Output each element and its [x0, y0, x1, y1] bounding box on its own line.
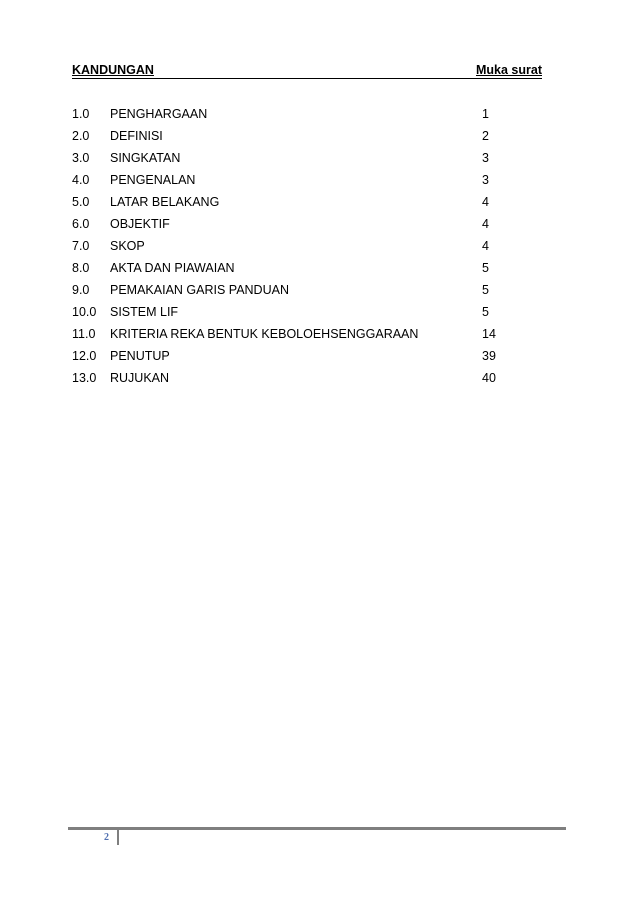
toc-page: 5	[482, 305, 489, 319]
toc-number: 13.0	[72, 371, 97, 385]
toc-row	[72, 216, 512, 238]
toc-title: PENUTUP	[110, 349, 170, 363]
toc-title: RUJUKAN	[110, 371, 170, 385]
toc-page: 5	[482, 283, 489, 297]
toc-row	[72, 282, 512, 304]
toc-row	[72, 326, 512, 348]
page-column-heading: Muka surat	[476, 63, 542, 77]
toc-number: 2.0	[72, 129, 90, 143]
toc-row	[72, 106, 512, 128]
toc-page: 2	[482, 129, 489, 143]
toc-number: 9.0	[72, 283, 90, 297]
toc-number: 3.0	[72, 151, 90, 165]
toc-number: 11.0	[72, 327, 96, 341]
page-number: 2	[104, 832, 109, 843]
toc-page: 39	[482, 349, 496, 363]
toc-number: 6.0	[72, 217, 90, 231]
toc-page: 4	[482, 217, 489, 231]
toc-row	[72, 348, 512, 370]
toc-number: 5.0	[72, 195, 90, 209]
footer-divider	[68, 827, 566, 830]
toc-page: 3	[482, 151, 489, 165]
toc-row	[72, 172, 512, 194]
toc-header	[72, 63, 542, 79]
toc-number: 12.0	[72, 349, 97, 363]
toc-row	[72, 150, 512, 172]
toc-title: SKOP	[110, 239, 145, 253]
toc-page: 14	[482, 327, 496, 341]
toc-page: 1	[482, 107, 489, 121]
toc-page: 4	[482, 195, 489, 209]
toc-title: PENGENALAN	[110, 173, 196, 187]
table-of-contents	[72, 106, 512, 392]
toc-title: DEFINISI	[110, 129, 163, 143]
toc-page: 3	[482, 173, 489, 187]
toc-number: 8.0	[72, 261, 90, 275]
toc-row	[72, 260, 512, 282]
toc-title: KRITERIA REKA BENTUK KEBOLOEHSENGGARAAN	[110, 327, 419, 341]
toc-row	[72, 194, 512, 216]
toc-row	[72, 370, 512, 392]
toc-title: SISTEM LIF	[110, 305, 179, 319]
toc-number: 7.0	[72, 239, 90, 253]
toc-row	[72, 128, 512, 150]
toc-title: PEMAKAIAN GARIS PANDUAN	[110, 283, 289, 297]
footer-separator	[117, 830, 119, 845]
toc-page: 40	[482, 371, 496, 385]
toc-title: OBJEKTIF	[110, 217, 170, 231]
toc-title: PENGHARGAAN	[110, 107, 208, 121]
toc-title: LATAR BELAKANG	[110, 195, 220, 209]
toc-title: AKTA DAN PIAWAIAN	[110, 261, 235, 275]
toc-page: 5	[482, 261, 489, 275]
toc-number: 4.0	[72, 173, 90, 187]
toc-row	[72, 238, 512, 260]
toc-row	[72, 304, 512, 326]
toc-number: 10.0	[72, 305, 97, 319]
toc-title: SINGKATAN	[110, 151, 181, 165]
toc-page: 4	[482, 239, 489, 253]
toc-heading: KANDUNGAN	[72, 63, 154, 77]
toc-number: 1.0	[72, 107, 90, 121]
